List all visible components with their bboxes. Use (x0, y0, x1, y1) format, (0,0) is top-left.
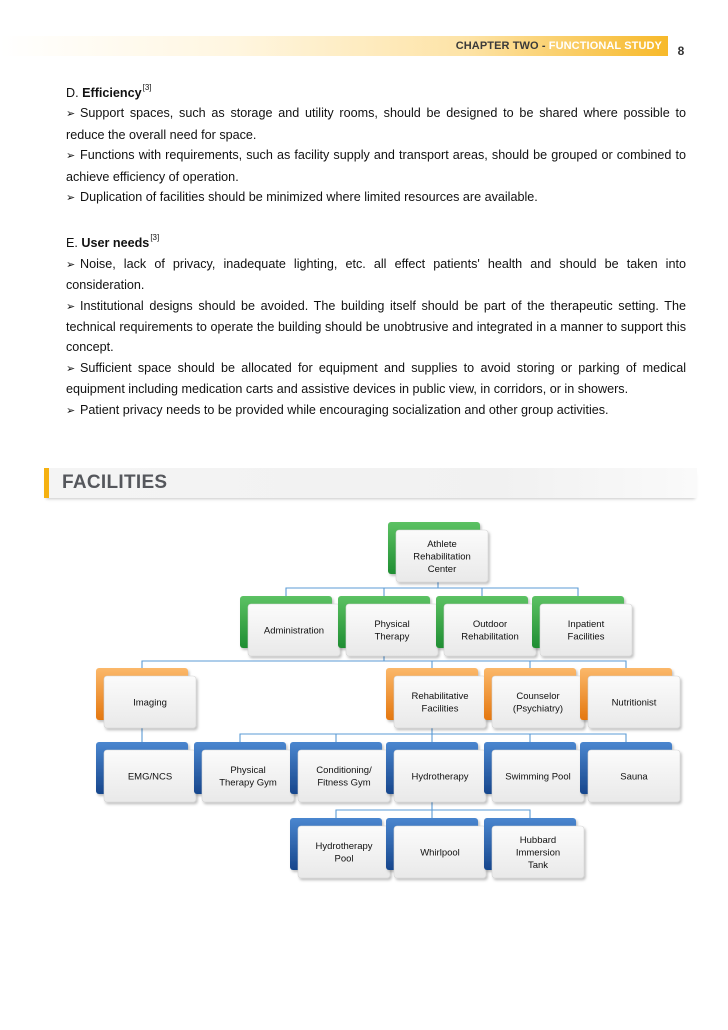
org-node-label: Inpatient (567, 619, 605, 631)
page-number: 8 (670, 36, 692, 58)
org-node-label: EMG/NCS (127, 771, 173, 783)
org-node-level1 (338, 596, 438, 656)
org-node-level4 (290, 818, 390, 878)
org-node-level2 (96, 668, 196, 728)
arrow-bullet-icon: ➢ (66, 108, 76, 121)
efficiency-bullet: ➢ Support spaces, such as storage and utility rooms, should be designed to be shared where possible to reduce the overall need for space. (66, 106, 686, 142)
org-node-label: Pool (334, 853, 354, 865)
org-node-label: Rehabilitative (411, 691, 469, 703)
org-node-label: Athlete (427, 538, 457, 550)
section-name: FUNCTIONAL STUDY (548, 40, 662, 52)
arrow-bullet-icon: ➢ (66, 404, 76, 417)
org-node-level3 (194, 742, 294, 802)
org-node-label: Nutritionist (611, 697, 657, 709)
org-node-label: Administration (263, 625, 325, 637)
user-needs-bullet: ➢ Patient privacy needs to be provided while encouraging socialization and other group activities. (66, 400, 686, 421)
efficiency-bullet: ➢ Functions with requirements, such as facility supply and transport areas, should be grouped or combined to achieve efficiency of operation. (66, 148, 686, 184)
facilities-heading: FACILITIES (62, 472, 168, 493)
arrow-bullet-icon: ➢ (66, 258, 76, 271)
org-node-label: Center (427, 563, 457, 575)
org-node-level4 (484, 818, 584, 878)
org-node-label: Facilities (567, 631, 605, 643)
org-chart-connector (240, 734, 626, 742)
org-node-label: Swimming Pool (505, 771, 571, 783)
org-node-level3 (290, 742, 390, 802)
org-node-label: Rehabilitation (413, 551, 471, 563)
org-node-label: Fitness Gym (317, 777, 371, 789)
org-node-label: Conditioning/ (316, 765, 372, 777)
org-chart-connector (142, 661, 626, 668)
user-needs-bullet: ➢ Institutional designs should be avoided. The building itself should be part of the therapeutic setting. The technical requirements to operate the building should be unobtrusive and integrated in a manner to support this concept. (66, 298, 686, 355)
org-node-level1 (532, 596, 632, 656)
org-chart-connector (286, 582, 438, 596)
org-node-level1 (436, 596, 536, 656)
org-node-level3 (484, 742, 584, 802)
org-node-label: Immersion (515, 847, 561, 859)
arrow-bullet-icon: ➢ (66, 300, 76, 313)
efficiency-heading: D. Efficiency[3] (66, 83, 152, 100)
org-node-level1 (240, 596, 340, 656)
org-node-level3 (96, 742, 196, 802)
org-node-root (388, 522, 488, 582)
org-node-label: Facilities (421, 703, 459, 715)
arrow-bullet-icon: ➢ (66, 362, 76, 375)
org-node-label: Whirlpool (420, 847, 460, 859)
user-needs-bullet: ➢ Noise, lack of privacy, inadequate lighting, etc. all effect patients' health and should be taken into consideration. (66, 256, 686, 293)
org-node-level3 (386, 742, 486, 802)
chapter-heading: CHAPTER TWO - FUNCTIONAL STUDY (455, 40, 662, 52)
org-chart-connector (142, 656, 384, 668)
org-node-label: (Psychiatry) (512, 703, 564, 715)
org-node-level2 (484, 668, 584, 728)
org-node-label: Hubbard (519, 834, 557, 846)
org-chart-connector (336, 810, 530, 818)
arrow-bullet-icon: ➢ (66, 192, 76, 205)
org-chart-connector (286, 588, 578, 596)
arrow-bullet-icon: ➢ (66, 150, 76, 163)
org-node-label: Physical (230, 765, 266, 777)
org-node-label: Imaging (133, 697, 167, 709)
org-node-label: Therapy Gym (219, 777, 277, 789)
org-node-label: Rehabilitation (461, 631, 519, 643)
org-node-label: Hydrotherapy (411, 771, 469, 783)
org-node-level4 (386, 818, 486, 878)
org-node-level3 (580, 742, 680, 802)
org-node-label: Hydrotherapy (315, 841, 373, 853)
org-node-label: Sauna (620, 771, 648, 783)
efficiency-bullet: ➢ Duplication of facilities should be minimized where limited resources are available. (66, 187, 686, 208)
org-node-label: Tank (527, 859, 549, 871)
org-node-label: Physical (374, 619, 410, 631)
user-needs-heading: E. User needs[3] (66, 233, 160, 251)
org-node-label: Therapy (374, 631, 410, 643)
org-node-label: Counselor (516, 691, 560, 703)
org-node-level2 (580, 668, 680, 728)
org-node-label: Outdoor (472, 619, 508, 631)
org-node-level2 (386, 668, 486, 728)
user-needs-bullet: ➢ Sufficient space should be allocated for equipment and supplies to avoid storing or parking of medical equipment including medication carts and assistive devices in public view, in corridors, or in showers. (66, 360, 686, 397)
